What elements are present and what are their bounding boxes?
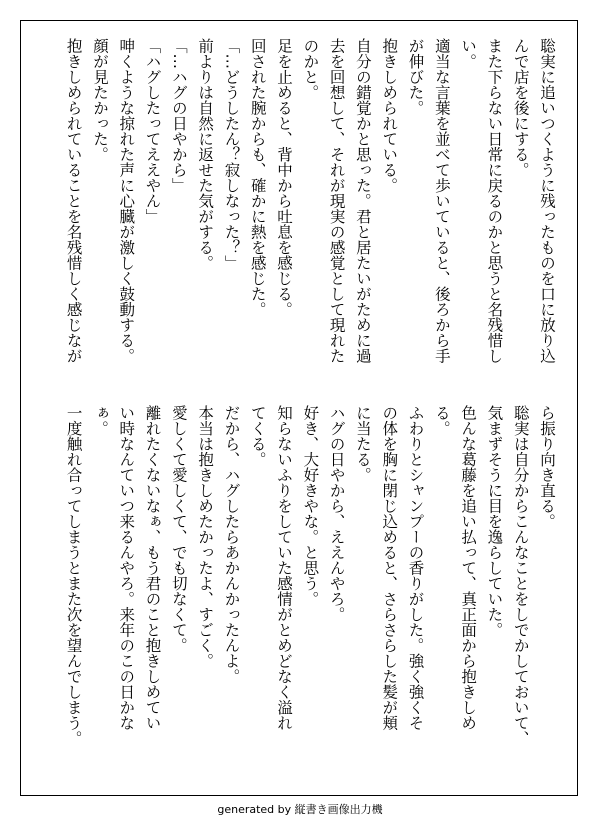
text-line: ぁ。	[90, 405, 109, 436]
text-line: ら振り向き直る。	[538, 405, 556, 529]
text-line: んで店を後にする。	[511, 38, 530, 178]
text-line: ハグの日やから、ええんやろ。	[327, 405, 346, 622]
text-line: る。	[432, 405, 451, 436]
text-line: 聡実に追いつくように残ったものを口に放り込	[538, 38, 556, 364]
text-line: 「…どうしたん？寂しなった？」	[222, 38, 241, 271]
text-line: 抱きしめられていることを名残惜しく感じなが	[64, 38, 83, 364]
text-line: 顔が見たかった。	[90, 38, 109, 162]
text-line: 「…ハグの日やから」	[169, 38, 188, 193]
text-line: 呻くような掠れた声に心臓が激しく鼓動する。	[117, 38, 136, 364]
generator-footer: generated by 縦書き画像出力機	[217, 803, 383, 816]
text-line: てくる。	[248, 405, 267, 467]
text-line: 足を止めると、背中から吐息を感じる。	[275, 38, 294, 317]
text-line: 色んな葛藤を追い払って、真正面から抱きしめ	[459, 405, 478, 731]
text-line: 愛しくて愛しくて、でも切なくて。	[169, 405, 188, 653]
text-line: に当たる。	[353, 405, 372, 483]
text-line: だから、ハグしたらあかんかったんよ。	[222, 405, 241, 684]
text-line: 去を回想して、それが現実の感覚として現れた	[327, 38, 346, 364]
text-line: 好き、大好きやな。と思う。	[301, 405, 320, 607]
text-line: 気まずそうに目を逸らしていた。	[485, 405, 504, 638]
text-block-top	[40, 38, 560, 368]
text-line: 前よりは自然に返せた気がする。	[196, 38, 215, 271]
text-line: 回された腕からも、確かに熱を感じた。	[248, 38, 267, 317]
text-line: の体を胸に閉じ込めると、さらさらした髪が頬	[380, 405, 399, 731]
text-line: い時なんていつ来るんやろ。来年のこの日かな	[117, 405, 136, 731]
text-line: 聡実は自分からこんなことをしでかしておいて、	[511, 405, 530, 746]
text-line: 一度触れ合ってしまうとまた次を望んでしまう。	[64, 405, 83, 746]
text-line: のかと。	[301, 38, 320, 100]
text-line: 自分の錯覚かと思った。君と居たいがために過	[353, 38, 372, 364]
text-line: 知らないふりをしていた感情がとめどなく溢れ	[275, 405, 294, 731]
text-line: 離れたくないなぁ、もう君のこと抱きしめてい	[143, 405, 162, 731]
text-line: ふわりとシャンプーの香りがした。強く強くそ	[406, 405, 425, 731]
text-line: 「ハグしたってええやん」	[143, 38, 162, 224]
text-line: また下らない日常に戻るのかと思うと名残惜し	[485, 38, 504, 364]
text-line: 抱きしめられている。	[380, 38, 399, 193]
text-line: 本当は抱きしめたかったよ、すごく。	[196, 405, 215, 669]
text-line: 適当な言葉を並べて歩いていると、後ろから手	[432, 38, 451, 364]
text-line: が伸びた。	[406, 38, 425, 116]
text-line: い。	[459, 38, 478, 69]
text-block-bottom	[40, 405, 560, 755]
